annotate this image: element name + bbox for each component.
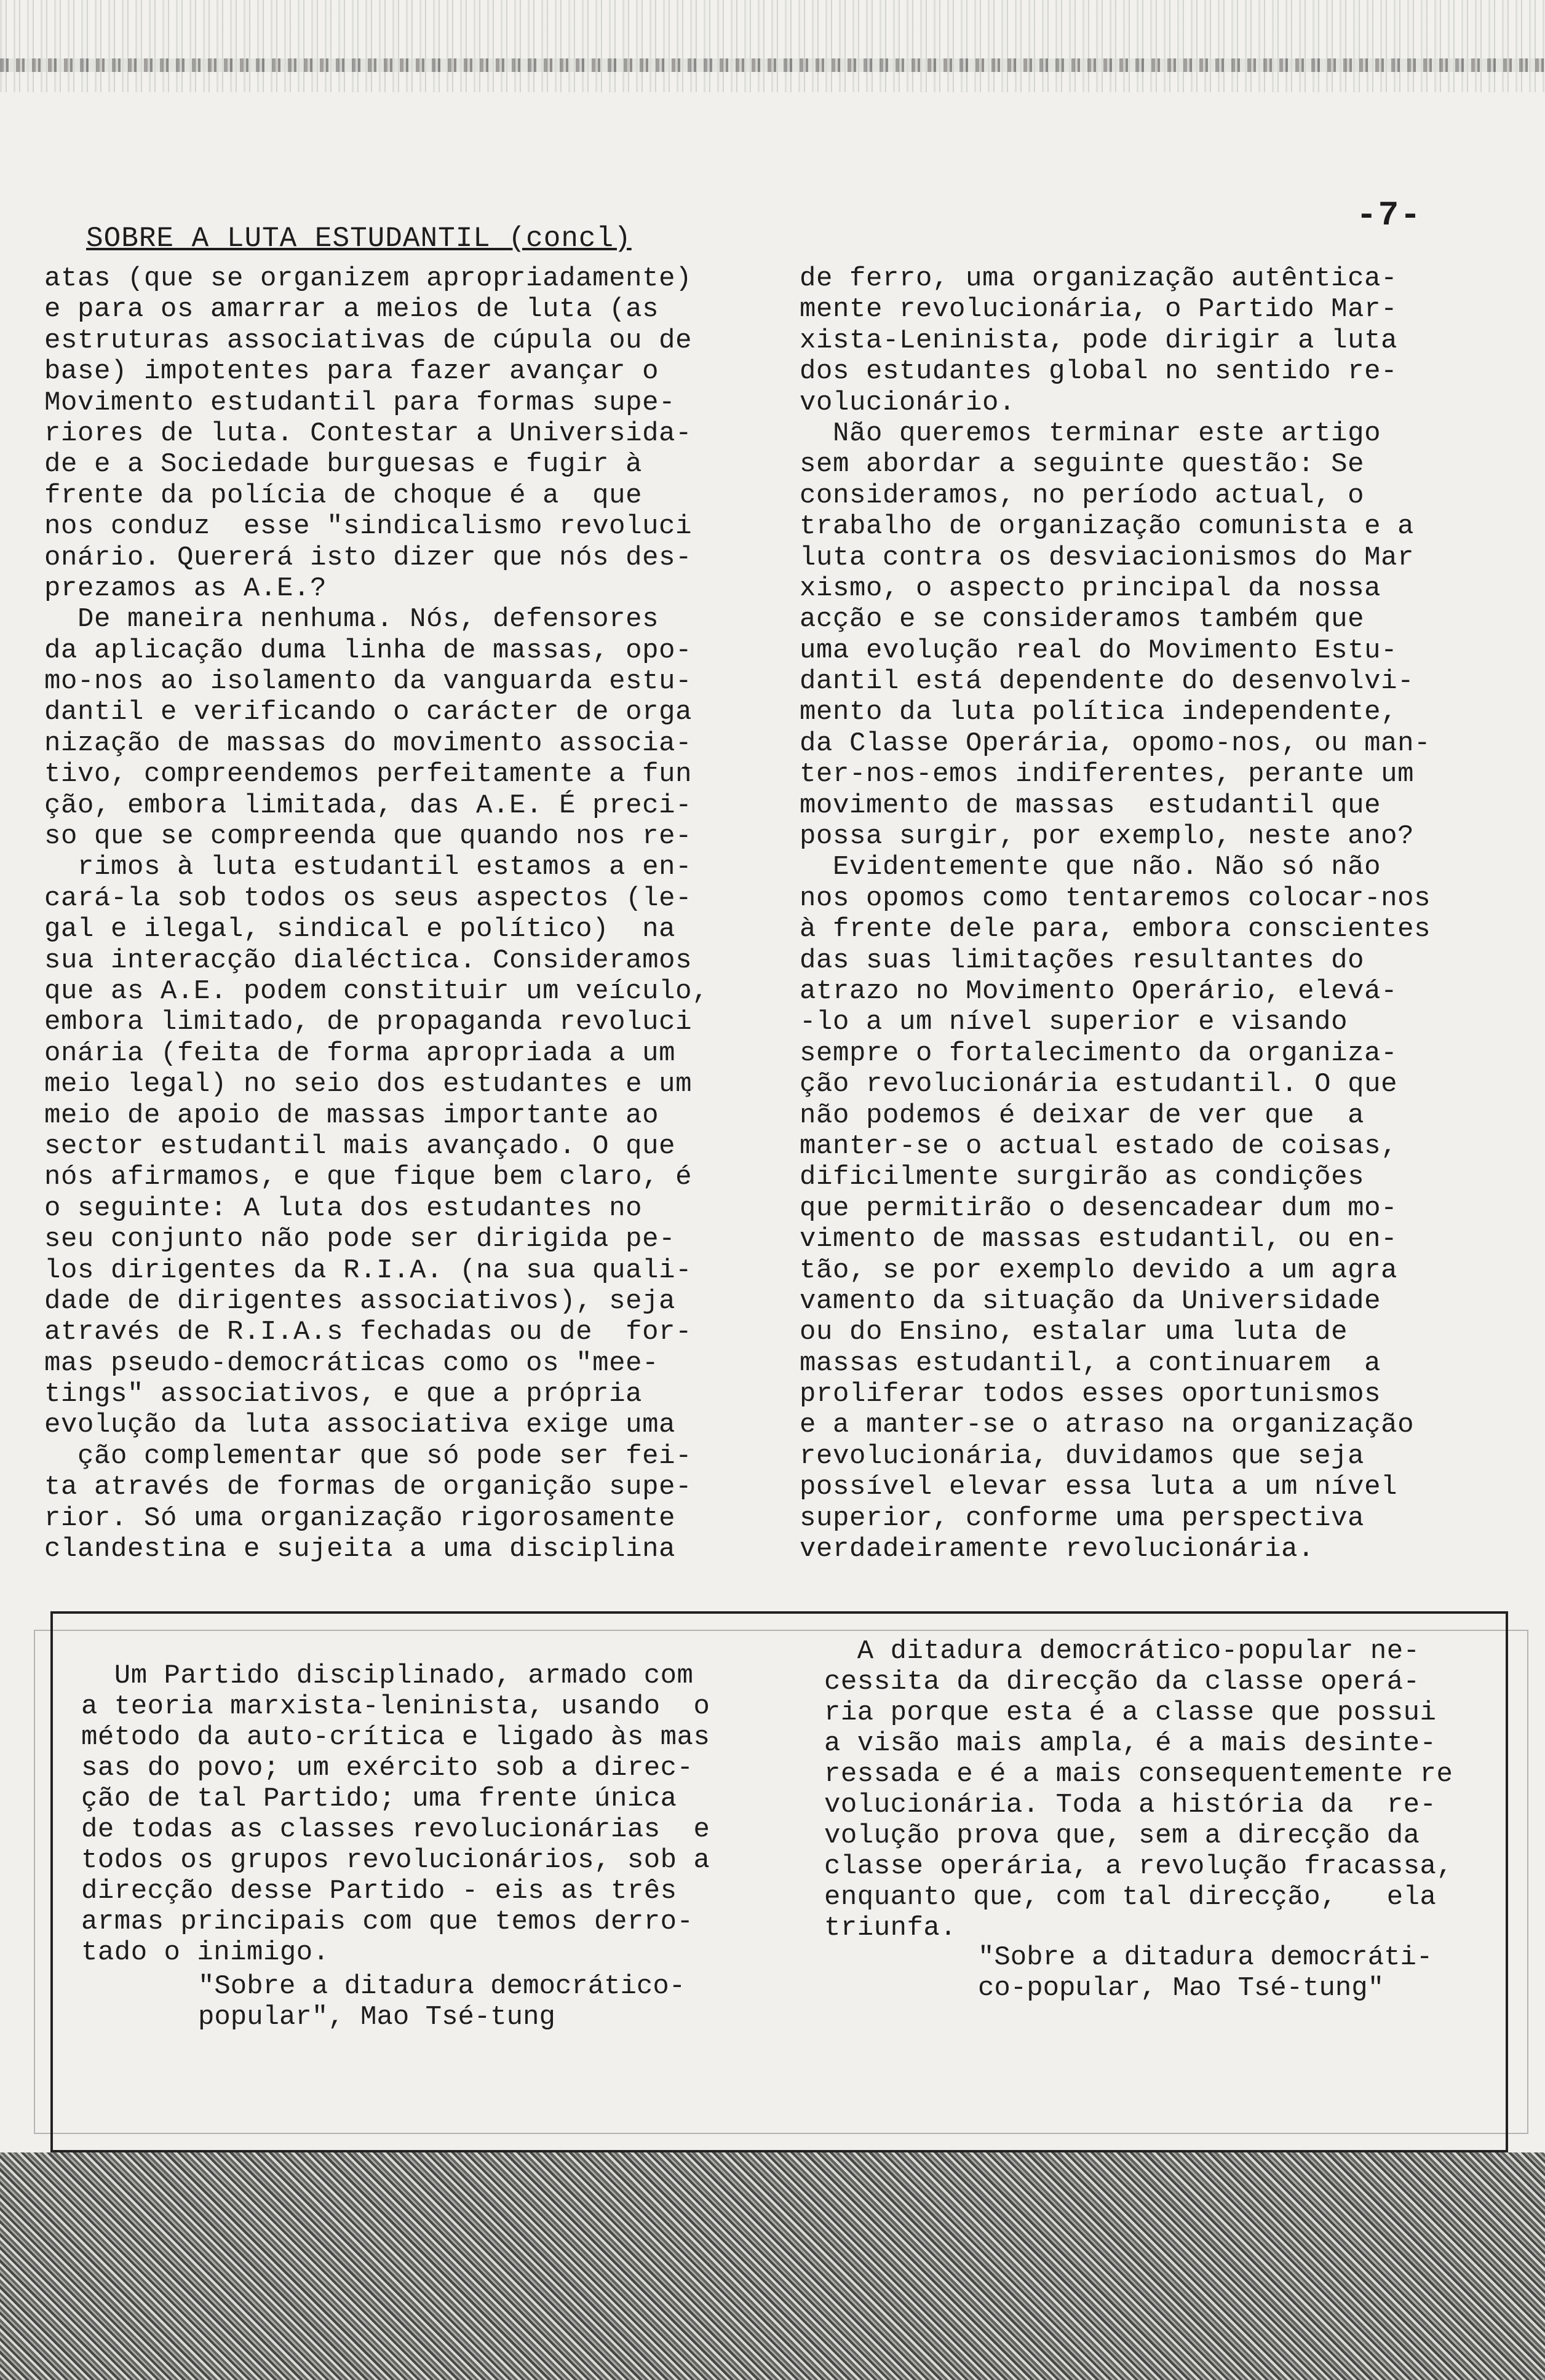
text-line: meio legal) no seio dos estudantes e um — [44, 1069, 693, 1100]
text-line: riores de luta. Contestar a Universida- — [44, 418, 693, 449]
quote-line: A ditadura democrático-popular ne- — [824, 1636, 1420, 1667]
left-column — [44, 263, 770, 1565]
quote-line: a visão mais ampla, é a mais desinte- — [824, 1728, 1437, 1759]
text-line: verdadeiramente revolucionária. — [800, 1534, 1315, 1565]
text-line: à frente dele para, embora conscientes — [800, 914, 1431, 945]
quote-line: cessita da direcção da classe operá- — [824, 1667, 1420, 1697]
page-number: -7- — [1356, 196, 1422, 235]
text-line: mo-nos ao isolamento da vanguarda estu- — [44, 666, 693, 697]
text-line: ta através de formas de organição supe- — [44, 1472, 693, 1503]
text-line: seu conjunto não pode ser dirigida pe- — [44, 1224, 676, 1255]
text-line: embora limitado, de propaganda revoluci — [44, 1007, 693, 1038]
text-line: -lo a um nível superior e visando — [800, 1007, 1348, 1038]
quote-line: direcção desse Partido - eis as três — [81, 1876, 677, 1906]
text-line: dantil está dependente do desenvolvi- — [800, 666, 1415, 697]
text-line: não podemos é deixar de ver que a — [800, 1100, 1365, 1131]
scan-noise-top-line — [0, 58, 1545, 72]
quote-line: volucionária. Toda a história da re- — [824, 1790, 1437, 1820]
quote-line: volução prova que, sem a direcção da — [824, 1820, 1420, 1851]
text-line: meio de apoio de massas importante ao — [44, 1100, 659, 1131]
text-line: xista-Leninista, pode dirigir a luta — [800, 325, 1398, 356]
text-line: que permitirão o desencadear dum mo- — [800, 1192, 1398, 1224]
text-line: e para os amarrar a meios de luta (as — [44, 294, 659, 325]
text-line: ção revolucionária estudantil. O que — [800, 1069, 1398, 1100]
text-line: consideramos, no período actual, o — [800, 480, 1365, 511]
text-line: dificilmente surgirão as condições — [800, 1162, 1365, 1193]
text-line: uma evolução real do Movimento Estu- — [800, 635, 1398, 666]
text-line: cará-la sob todos os seus aspectos (le- — [44, 883, 693, 914]
text-line: nos conduz esse "sindicalismo revoluci — [44, 511, 693, 542]
text-line: prezamos as A.E.? — [44, 573, 327, 604]
text-line: gal e ilegal, sindical e político) na — [44, 914, 676, 945]
article-title: SOBRE A LUTA ESTUDANTIL (concl) — [86, 223, 632, 255]
text-line: das suas limitações resultantes do — [800, 945, 1365, 976]
text-line: frente da polícia de choque é a que — [44, 480, 643, 511]
right-column — [800, 263, 1513, 1565]
text-line: volucionário. — [800, 387, 1016, 418]
text-line: dade de dirigentes associativos), seja — [44, 1285, 676, 1317]
text-line: sector estudantil mais avançado. O que — [44, 1130, 676, 1162]
text-line: de ferro, uma organização autêntica- — [800, 263, 1398, 294]
quote-line: sas do povo; um exército sob a direc- — [81, 1753, 694, 1783]
text-line: tings" associativos, e que a própria — [44, 1379, 643, 1410]
text-line: rimos à luta estudantil estamos a en- — [44, 852, 693, 883]
text-line: mas pseudo-democráticas como os "mee- — [44, 1347, 659, 1379]
text-line: nós afirmamos, e que fique bem claro, é — [44, 1162, 693, 1193]
quote-line: ção de tal Partido; uma frente única — [81, 1783, 677, 1814]
quote-left-source: "Sobre a ditadura democrático- popular", Mao Tsé-tung — [198, 1971, 686, 2033]
quote-line: método da auto-crítica e ligado às mas — [81, 1722, 710, 1753]
text-line: manter-se o actual estado de coisas, — [800, 1130, 1398, 1162]
text-line: da aplicação duma linha de massas, opo- — [44, 635, 693, 666]
text-line: vimento de massas estudantil, ou en- — [800, 1224, 1398, 1255]
text-line: possa surgir, por exemplo, neste ano? — [800, 821, 1415, 852]
text-line: Movimento estudantil para formas supe- — [44, 387, 676, 418]
text-line: evolução da luta associativa exige uma — [44, 1410, 676, 1441]
text-line: tivo, compreendemos perfeitamente a fun — [44, 759, 693, 790]
text-line: sua interacção dialéctica. Consideramos — [44, 945, 693, 976]
text-line: da Classe Operária, opomo-nos, ou man- — [800, 728, 1431, 759]
text-line: movimento de massas estudantil que — [800, 790, 1381, 821]
text-line: vamento da situação da Universidade — [800, 1285, 1381, 1317]
text-line: xismo, o aspecto principal da nossa — [800, 573, 1381, 604]
quote-line: de todas as classes revolucionárias e — [81, 1814, 710, 1845]
text-line: mente revolucionária, o Partido Mar- — [800, 294, 1398, 325]
text-line: possível elevar essa luta a um nível — [800, 1472, 1398, 1503]
text-line: ou do Ensino, estalar uma luta de — [800, 1317, 1348, 1348]
text-line: clandestina e sujeita a uma disciplina — [44, 1534, 676, 1565]
text-line: onário. Quererá isto dizer que nós des- — [44, 542, 693, 573]
text-line: luta contra os desviacionismos do Mar — [800, 542, 1415, 573]
quote-line: armas principais com que temos derro- — [81, 1906, 694, 1937]
text-line: ção complementar que só pode ser fei- — [44, 1440, 693, 1472]
quote-line: Um Partido disciplinado, armado com — [81, 1660, 694, 1691]
text-line: ção, embora limitada, das A.E. É preci- — [44, 790, 693, 821]
quote-line: ria porque esta é a classe que possui — [824, 1697, 1437, 1728]
text-line: Não queremos terminar este artigo — [800, 418, 1381, 449]
text-line: rior. Só uma organização rigorosamente — [44, 1502, 676, 1534]
text-line: o seguinte: A luta dos estudantes no — [44, 1192, 643, 1224]
text-line: los dirigentes da R.I.A. (na sua quali- — [44, 1255, 693, 1286]
text-line: nização de massas do movimento associa- — [44, 728, 693, 759]
text-line: sem abordar a seguinte questão: Se — [800, 449, 1365, 480]
quote-line: a teoria marxista-leninista, usando o — [81, 1691, 710, 1722]
text-line: ter-nos-emos indiferentes, perante um — [800, 759, 1415, 790]
text-line: de e a Sociedade burguesas e fugir à — [44, 449, 643, 480]
quote-line: triunfa. — [824, 1913, 957, 1943]
text-line: atrazo no Movimento Operário, elevá- — [800, 975, 1398, 1007]
quote-right-source: "Sobre a ditadura democráti- co-popular, Mao Tsé-tung" — [978, 1942, 1433, 2004]
text-line: onária (feita de forma apropriada a um — [44, 1037, 676, 1069]
quote-line: tado o inimigo. — [81, 1937, 330, 1968]
quote-line: ressada e é a mais consequentemente re — [824, 1759, 1453, 1790]
text-line: acção e se consideramos também que — [800, 604, 1365, 635]
text-line: mento da luta política independente, — [800, 697, 1398, 728]
text-line: trabalho de organização comunista e a — [800, 511, 1415, 542]
text-line: base) impotentes para fazer avançar o — [44, 356, 659, 387]
text-line: e a manter-se o atraso na organização — [800, 1410, 1415, 1441]
text-line: dos estudantes global no sentido re- — [800, 356, 1398, 387]
text-line: revolucionária, duvidamos que seja — [800, 1440, 1365, 1472]
text-line: atas (que se organizem apropriadamente) — [44, 263, 693, 294]
text-line: Evidentemente que não. Não só não — [800, 852, 1381, 883]
quote-right — [824, 1636, 1501, 1943]
text-line: De maneira nenhuma. Nós, defensores — [44, 604, 659, 635]
quote-line: enquanto que, com tal direcção, ela — [824, 1882, 1437, 1913]
text-line: que as A.E. podem constituir um veículo, — [44, 975, 709, 1007]
text-line: sempre o fortalecimento da organiza- — [800, 1037, 1398, 1069]
scan-noise-bottom — [0, 2152, 1545, 2380]
text-line: proliferar todos esses oportunismos — [800, 1379, 1381, 1410]
text-line: nos opomos como tentaremos colocar-nos — [800, 883, 1431, 914]
text-line: superior, conforme uma perspectiva — [800, 1502, 1365, 1534]
text-line: tão, se por exemplo devido a um agra — [800, 1255, 1398, 1286]
text-line: através de R.I.A.s fechadas ou de for- — [44, 1317, 693, 1348]
scan-noise-top — [0, 0, 1545, 92]
text-line: estruturas associativas de cúpula ou de — [44, 325, 693, 356]
text-line: dantil e verificando o carácter de orga — [44, 697, 693, 728]
quote-left — [81, 1660, 795, 1968]
text-line: so que se compreenda que quando nos re- — [44, 821, 693, 852]
quote-line: classe operária, a revolução fracassa, — [824, 1851, 1453, 1882]
quote-line: todos os grupos revolucionários, sob a — [81, 1845, 710, 1876]
text-line: massas estudantil, a continuarem a — [800, 1347, 1381, 1379]
